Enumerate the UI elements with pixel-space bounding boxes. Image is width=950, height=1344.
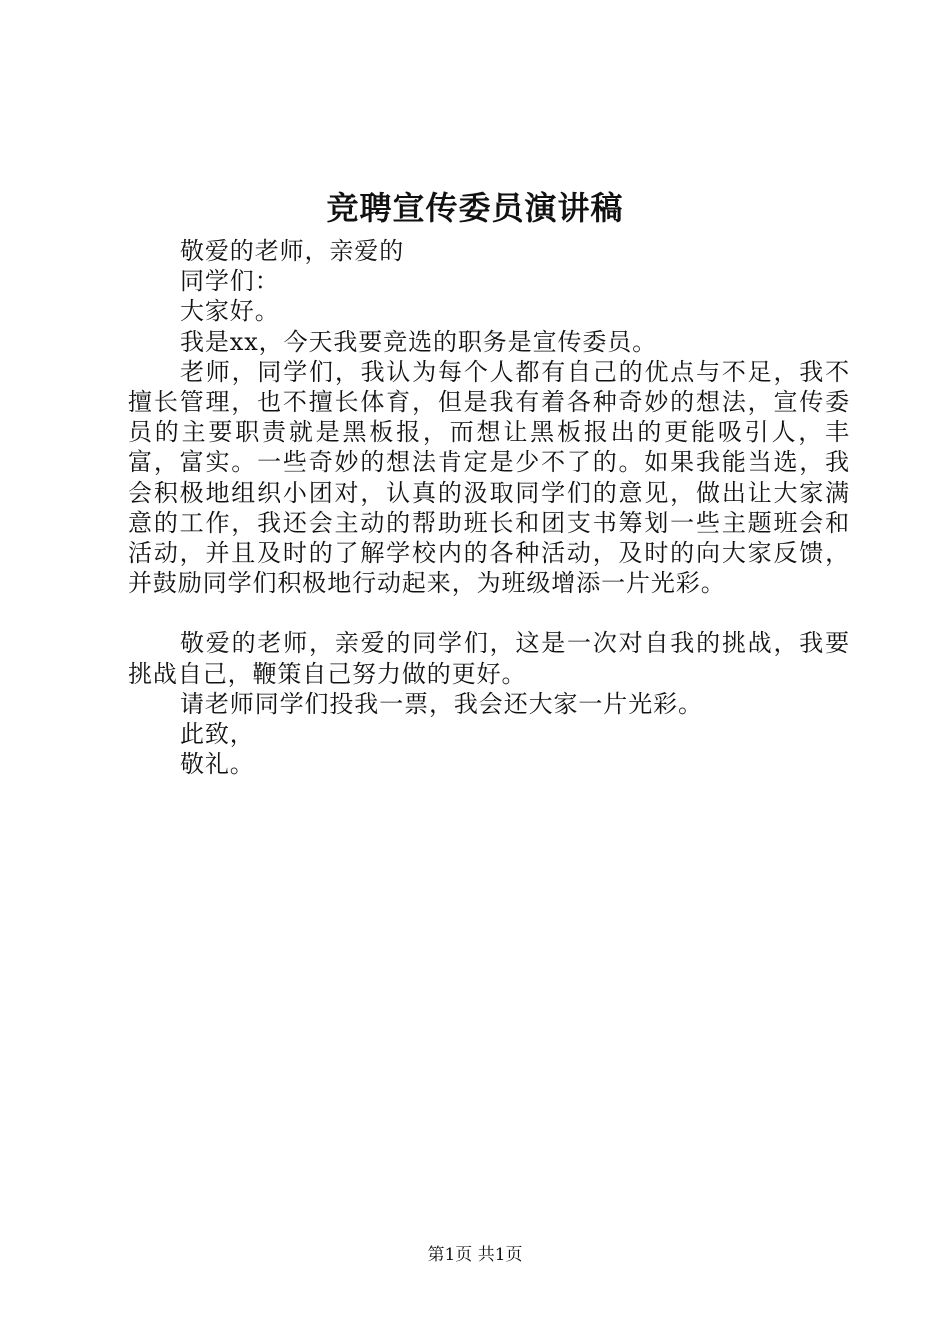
closing-line-2: 敬礼。 [180, 750, 255, 779]
document-body [128, 236, 850, 779]
challenge-paragraph: 敬爱的老师，亲爱的同学们，这是一次对自我的挑战，我要挑战自己，鞭策自己努力做的更好。 [128, 629, 850, 688]
vote-request: 请老师同学们投我一票，我会还大家一片光彩。 [180, 689, 703, 718]
salutation-line-1: 敬爱的老师，亲爱的 [180, 237, 405, 265]
page-footer: 第1页 共1页 [427, 1245, 523, 1265]
self-introduction: 我是xx，今天我要竞选的职务是宣传委员。 [180, 327, 658, 356]
main-paragraph: 老师，同学们，我认为每个人都有自己的优点与不足，我不擅长管理，也不擅长体育，但是我有着各种奇妙的想法，宣传委员的主要职责就是黑板报，而想让黑板报出的更能吸引人，丰富，富实。一些奇妙的想法肯定是少不了的。如果我能当选，我会积极地组织小团对，认真的汲取同学们的意见，做出让大家满意的工作，我还会主动的帮助班长和团支书筹划一些主题班会和活动，并且及时的了解学校内的各种活动，及时的向大家反馈，并鼓励同学们积极地行动起来，为班级增添一片光彩。 [128, 357, 850, 598]
greeting: 大家好。 [180, 297, 280, 326]
closing-line-1: 此致， [180, 720, 255, 749]
salutation-line-2: 同学们： [180, 267, 280, 296]
paragraph-spacer [128, 598, 850, 628]
document-title: 竞聘宣传委员演讲稿 [326, 189, 624, 227]
